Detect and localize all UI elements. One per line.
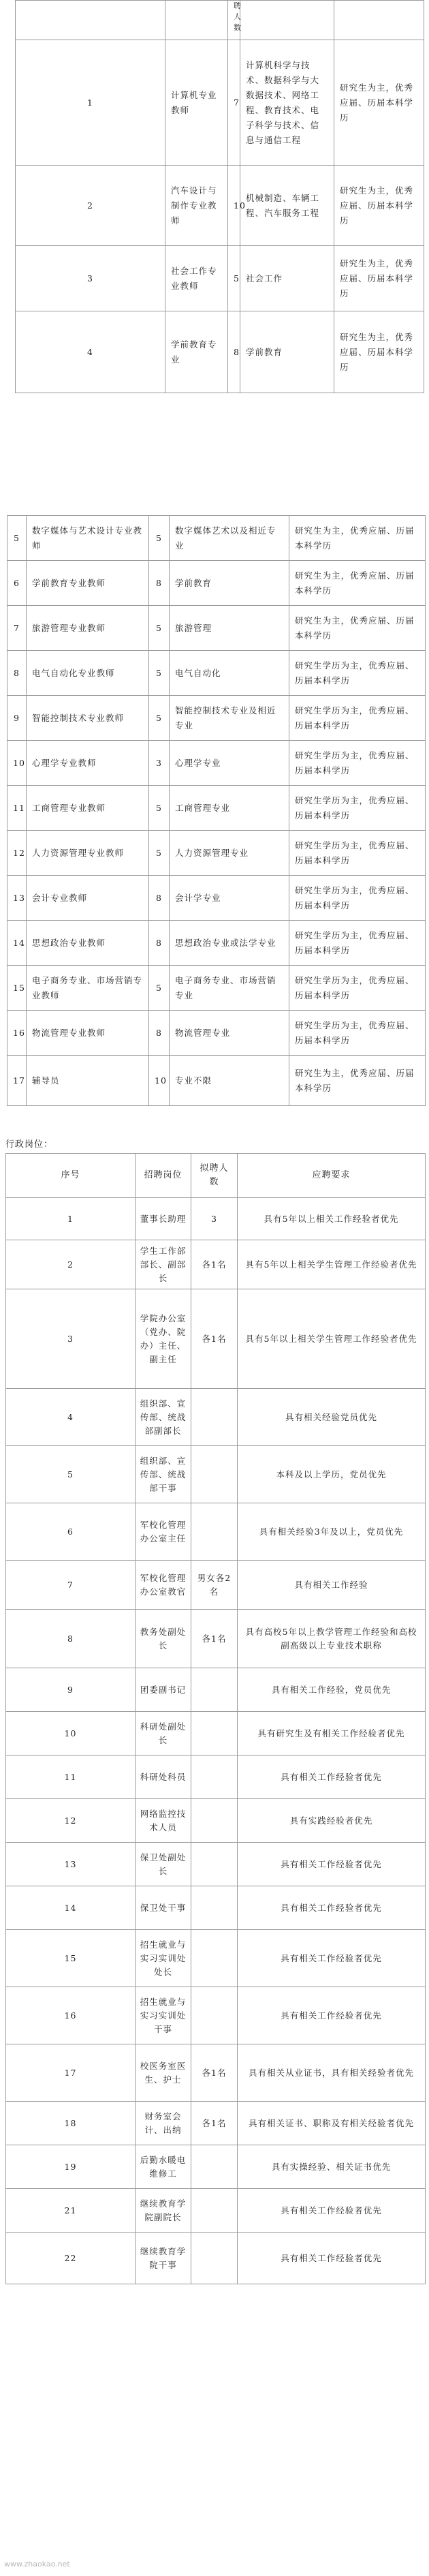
admin-section-title: 行政岗位：	[5, 1139, 54, 1150]
header-requirement: 应聘要求	[238, 1154, 426, 1198]
row-no: 16	[6, 1987, 136, 2044]
row-requirement: 具有5年以上相关学生管理工作经验者优先	[238, 1240, 426, 1289]
row-position: 教务处副处长	[136, 1610, 191, 1668]
row-position: 科研处副处长	[136, 1712, 191, 1755]
row-count: 5	[228, 246, 240, 311]
row-position: 社会工作专业教师	[165, 246, 228, 311]
row-count	[191, 1799, 238, 1843]
table-row	[6, 1198, 426, 1240]
table-row	[6, 1755, 426, 1799]
row-count: 7	[228, 40, 240, 166]
row-no: 8	[6, 1610, 136, 1668]
row-position: 工商管理专业教师	[27, 786, 149, 831]
row-position: 科研处科员	[136, 1755, 191, 1799]
table-row	[6, 2189, 426, 2233]
row-count: 5	[149, 606, 170, 651]
header-no: 序号	[6, 1154, 136, 1198]
row-position: 保卫处副处长	[136, 1843, 191, 1886]
row-position: 电子商务专业、市场营销专业教师	[27, 966, 149, 1011]
table-row	[7, 516, 426, 561]
row-position: 数字媒体与艺术设计专业教师	[27, 516, 149, 561]
row-position: 会计专业教师	[27, 876, 149, 921]
row-position: 计算机专业教师	[165, 40, 228, 166]
row-education: 研究生为主，优秀应届、历届本科学历	[289, 1056, 426, 1106]
teaching-table-part1	[15, 0, 424, 393]
row-count	[191, 2189, 238, 2233]
row-requirement: 具有相关工作经验者优先	[238, 1755, 426, 1799]
row-position: 保卫处干事	[136, 1886, 191, 1930]
row-major: 工商管理专业	[170, 786, 289, 831]
table-row	[6, 1561, 426, 1610]
row-count: 8	[149, 876, 170, 921]
row-position: 军校化管理办公室教官	[136, 1561, 191, 1610]
row-position: 辅导员	[27, 1056, 149, 1106]
row-no: 10	[7, 741, 27, 786]
table-row	[6, 1987, 426, 2044]
table-row	[7, 606, 426, 651]
table-row	[6, 1389, 426, 1446]
row-no: 13	[6, 1843, 136, 1886]
table-row	[6, 1240, 426, 1289]
row-education: 研究生学历为主，优秀应届、历届本科学历	[289, 741, 426, 786]
row-position: 后勤水暖电维修工	[136, 2145, 191, 2189]
row-count	[191, 1987, 238, 2044]
row-no: 7	[6, 1561, 136, 1610]
table-row	[7, 921, 426, 966]
row-requirement: 具有相关工作经验者优先	[238, 2233, 426, 2284]
table-row	[7, 876, 426, 921]
table-row	[6, 1503, 426, 1561]
row-education: 研究生为主，优秀应届、历届本科学历	[289, 606, 426, 651]
row-position: 学院办公室（党办、院办）主任、副主任	[136, 1289, 191, 1389]
table-row	[6, 1289, 426, 1389]
row-count: 男女各2名	[191, 1561, 238, 1610]
row-position: 汽车设计与制作专业教师	[165, 166, 228, 246]
teaching-table-part2	[7, 515, 426, 1106]
row-no: 1	[6, 1198, 136, 1240]
row-position: 旅游管理专业教师	[27, 606, 149, 651]
row-position: 学生工作部部长、副部长	[136, 1240, 191, 1289]
row-education: 研究生学历为主，优秀应届、历届本科学历	[289, 651, 426, 696]
row-count	[191, 1446, 238, 1503]
row-no: 6	[7, 561, 27, 606]
table-row	[6, 1799, 426, 1843]
table-row	[7, 966, 426, 1011]
row-count	[191, 1843, 238, 1886]
row-count: 3	[191, 1198, 238, 1240]
row-education: 研究生学历为主，优秀应届、历届本科学历	[289, 921, 426, 966]
row-major: 人力资源管理专业	[170, 831, 289, 876]
row-count	[191, 1886, 238, 1930]
row-major: 机械制造、车辆工程、汽车服务工程	[240, 166, 334, 246]
row-position: 校医务室医生、护士	[136, 2044, 191, 2102]
table-row	[6, 2145, 426, 2189]
row-no: 22	[6, 2233, 136, 2284]
row-position: 智能控制技术专业教师	[27, 696, 149, 741]
row-no: 21	[6, 2189, 136, 2233]
table-row	[7, 696, 426, 741]
row-count: 8	[149, 1011, 170, 1056]
row-position: 董事长助理	[136, 1198, 191, 1240]
row-no: 17	[7, 1056, 27, 1106]
row-count: 5	[149, 696, 170, 741]
table-row	[6, 1843, 426, 1886]
table-row	[6, 2044, 426, 2102]
row-no: 3	[6, 1289, 136, 1389]
row-position: 电气自动化专业教师	[27, 651, 149, 696]
row-requirement: 具有实践经验者优先	[238, 1799, 426, 1843]
table-row	[7, 786, 426, 831]
row-major: 心理学专业	[170, 741, 289, 786]
table-row	[16, 246, 424, 311]
row-education: 研究生学历为主，优秀应届、历届本科学历	[289, 966, 426, 1011]
header-count: 拟聘人数	[191, 1154, 238, 1198]
row-education: 研究生学历为主，优秀应届、历届本科学历	[289, 1011, 426, 1056]
row-major: 计算机科学与技术、数据科学与大数据技术、网络工程、教育技术、电子科学与技术、信息与通信工程	[240, 40, 334, 166]
row-major: 学前教育	[240, 311, 334, 393]
row-no: 9	[7, 696, 27, 741]
row-requirement: 具有相关工作经验，党员优先	[238, 1668, 426, 1712]
row-requirement: 具有相关工作经验者优先	[238, 1843, 426, 1886]
table-row	[16, 166, 424, 246]
row-no: 16	[7, 1011, 27, 1056]
row-no: 8	[7, 651, 27, 696]
table-row	[7, 1011, 426, 1056]
row-count	[191, 1503, 238, 1561]
row-major: 会计学专业	[170, 876, 289, 921]
row-position: 学前教育专业	[165, 311, 228, 393]
row-position: 招生就业与实习实训处处长	[136, 1930, 191, 1987]
row-requirement: 具有相关工作经验者优先	[238, 1987, 426, 2044]
table-row	[6, 1712, 426, 1755]
row-major: 旅游管理	[170, 606, 289, 651]
row-requirement: 具有相关经验3年及以上，党员优先	[238, 1503, 426, 1561]
row-count	[191, 2233, 238, 2284]
table-header-row-partial: 聘 人 数	[16, 1, 424, 40]
row-position: 组织部、宣传部、统战部干事	[136, 1446, 191, 1503]
row-position: 财务室会计、出纳	[136, 2102, 191, 2145]
row-position: 学前教育专业教师	[27, 561, 149, 606]
row-no: 12	[7, 831, 27, 876]
table-row	[7, 651, 426, 696]
row-no: 2	[16, 166, 165, 246]
row-no: 11	[6, 1755, 136, 1799]
admin-positions-table	[5, 1153, 426, 2284]
row-requirement: 具有相关工作经验者优先	[238, 1886, 426, 1930]
row-count: 8	[149, 561, 170, 606]
table-row	[7, 1056, 426, 1106]
row-requirement: 具有相关工作经验者优先	[238, 2189, 426, 2233]
row-no: 17	[6, 2044, 136, 2102]
row-count	[191, 1712, 238, 1755]
row-no: 19	[6, 2145, 136, 2189]
row-requirement: 具有相关工作经验者优先	[238, 1930, 426, 1987]
row-count: 3	[149, 741, 170, 786]
admin-table-header	[6, 1154, 426, 1198]
row-no: 14	[6, 1886, 136, 1930]
row-position: 网络监控技术人员	[136, 1799, 191, 1843]
row-position: 继续教育学院副院长	[136, 2189, 191, 2233]
row-no: 12	[6, 1799, 136, 1843]
row-position: 招生就业与实习实训处干事	[136, 1987, 191, 2044]
row-education: 研究生为主，优秀应届、历届本科学历	[289, 516, 426, 561]
row-position: 团委副书记	[136, 1668, 191, 1712]
row-education: 研究生为主，优秀应届、历届本科学历	[334, 311, 424, 393]
row-education: 研究生为主，优秀应届、历届本科学历	[334, 40, 424, 166]
row-count: 各1名	[191, 1289, 238, 1389]
row-major: 专业不限	[170, 1056, 289, 1106]
watermark: www.zhaokao.net	[4, 2560, 70, 2569]
row-count: 8	[149, 921, 170, 966]
row-position: 思想政治专业教师	[27, 921, 149, 966]
row-requirement: 具有高校5年以上教学管理工作经验和高校副高级以上专业技术职称	[238, 1610, 426, 1668]
row-no: 2	[6, 1240, 136, 1289]
row-position: 人力资源管理专业教师	[27, 831, 149, 876]
row-major: 智能控制技术专业及相近专业	[170, 696, 289, 741]
row-requirement: 具有相关经验党员优先	[238, 1389, 426, 1446]
table-row	[6, 2102, 426, 2145]
table-row	[6, 1668, 426, 1712]
row-requirement: 具有实操经验、相关证书优先	[238, 2145, 426, 2189]
row-no: 14	[7, 921, 27, 966]
row-requirement: 具有研究生及有相关工作经验者优先	[238, 1712, 426, 1755]
row-no: 15	[7, 966, 27, 1011]
row-education: 研究生学历为主，优秀应届、历届本科学历	[289, 876, 426, 921]
row-major: 学前教育	[170, 561, 289, 606]
row-education: 研究生为主，优秀应届、历届本科学历	[334, 166, 424, 246]
table-row	[6, 1446, 426, 1503]
row-position: 军校化管理办公室主任	[136, 1503, 191, 1561]
row-education: 研究生学历为主，优秀应届、历届本科学历	[289, 786, 426, 831]
row-no: 4	[6, 1389, 136, 1446]
table-row	[6, 1930, 426, 1987]
row-no: 1	[16, 40, 165, 166]
row-requirement: 具有相关工作经验	[238, 1561, 426, 1610]
row-no: 4	[16, 311, 165, 393]
table-row	[7, 741, 426, 786]
table-row	[7, 561, 426, 606]
row-requirement: 本科及以上学历，党员优先	[238, 1446, 426, 1503]
row-education: 研究生学历为主，优秀应届、历届本科学历	[289, 696, 426, 741]
row-count: 5	[149, 831, 170, 876]
row-count	[191, 1930, 238, 1987]
row-no: 10	[6, 1712, 136, 1755]
row-no: 18	[6, 2102, 136, 2145]
row-no: 5	[7, 516, 27, 561]
row-major: 电子商务专业、市场营销专业	[170, 966, 289, 1011]
row-count: 8	[228, 311, 240, 393]
row-count: 各1名	[191, 2044, 238, 2102]
table-row	[7, 831, 426, 876]
row-major: 数字媒体艺术以及相近专业	[170, 516, 289, 561]
row-no: 11	[7, 786, 27, 831]
row-position: 心理学专业教师	[27, 741, 149, 786]
row-position: 继续教育学院干事	[136, 2233, 191, 2284]
row-count: 各1名	[191, 1610, 238, 1668]
row-requirement: 具有相关从业证书，具有相关经验者优先	[238, 2044, 426, 2102]
table-row	[6, 1886, 426, 1930]
row-count: 各1名	[191, 1240, 238, 1289]
row-count	[191, 1668, 238, 1712]
table-row	[6, 1610, 426, 1668]
row-no: 9	[6, 1668, 136, 1712]
row-no: 3	[16, 246, 165, 311]
row-major: 社会工作	[240, 246, 334, 311]
row-education: 研究生为主，优秀应届、历届本科学历	[334, 246, 424, 311]
row-position: 组织部、宣传部、统战部副部长	[136, 1389, 191, 1446]
row-count: 5	[149, 786, 170, 831]
row-position: 物流管理专业教师	[27, 1011, 149, 1056]
row-education: 研究生为主，优秀应届、历届本科学历	[289, 561, 426, 606]
table-row	[16, 40, 424, 166]
row-no: 5	[6, 1446, 136, 1503]
row-major: 电气自动化	[170, 651, 289, 696]
row-requirement: 具有5年以上相关学生管理工作经验者优先	[238, 1289, 426, 1389]
row-count: 各1名	[191, 2102, 238, 2145]
row-no: 6	[6, 1503, 136, 1561]
header-position: 招聘岗位	[136, 1154, 191, 1198]
table-row	[16, 311, 424, 393]
row-requirement: 具有相关证书、职称及有相关经验者优先	[238, 2102, 426, 2145]
row-count: 5	[149, 516, 170, 561]
row-count: 10	[149, 1056, 170, 1106]
row-no: 15	[6, 1930, 136, 1987]
row-count: 5	[149, 651, 170, 696]
row-requirement: 具有5年以上相关工作经验者优先	[238, 1198, 426, 1240]
row-major: 物流管理专业	[170, 1011, 289, 1056]
row-count: 10	[228, 166, 240, 246]
row-count	[191, 1389, 238, 1446]
row-count	[191, 1755, 238, 1799]
table-row	[6, 2233, 426, 2284]
row-major: 思想政治专业或法学专业	[170, 921, 289, 966]
row-no: 7	[7, 606, 27, 651]
row-count	[191, 2145, 238, 2189]
row-education: 研究生学历为主，优秀应届、历届本科学历	[289, 831, 426, 876]
row-count: 5	[149, 966, 170, 1011]
row-no: 13	[7, 876, 27, 921]
